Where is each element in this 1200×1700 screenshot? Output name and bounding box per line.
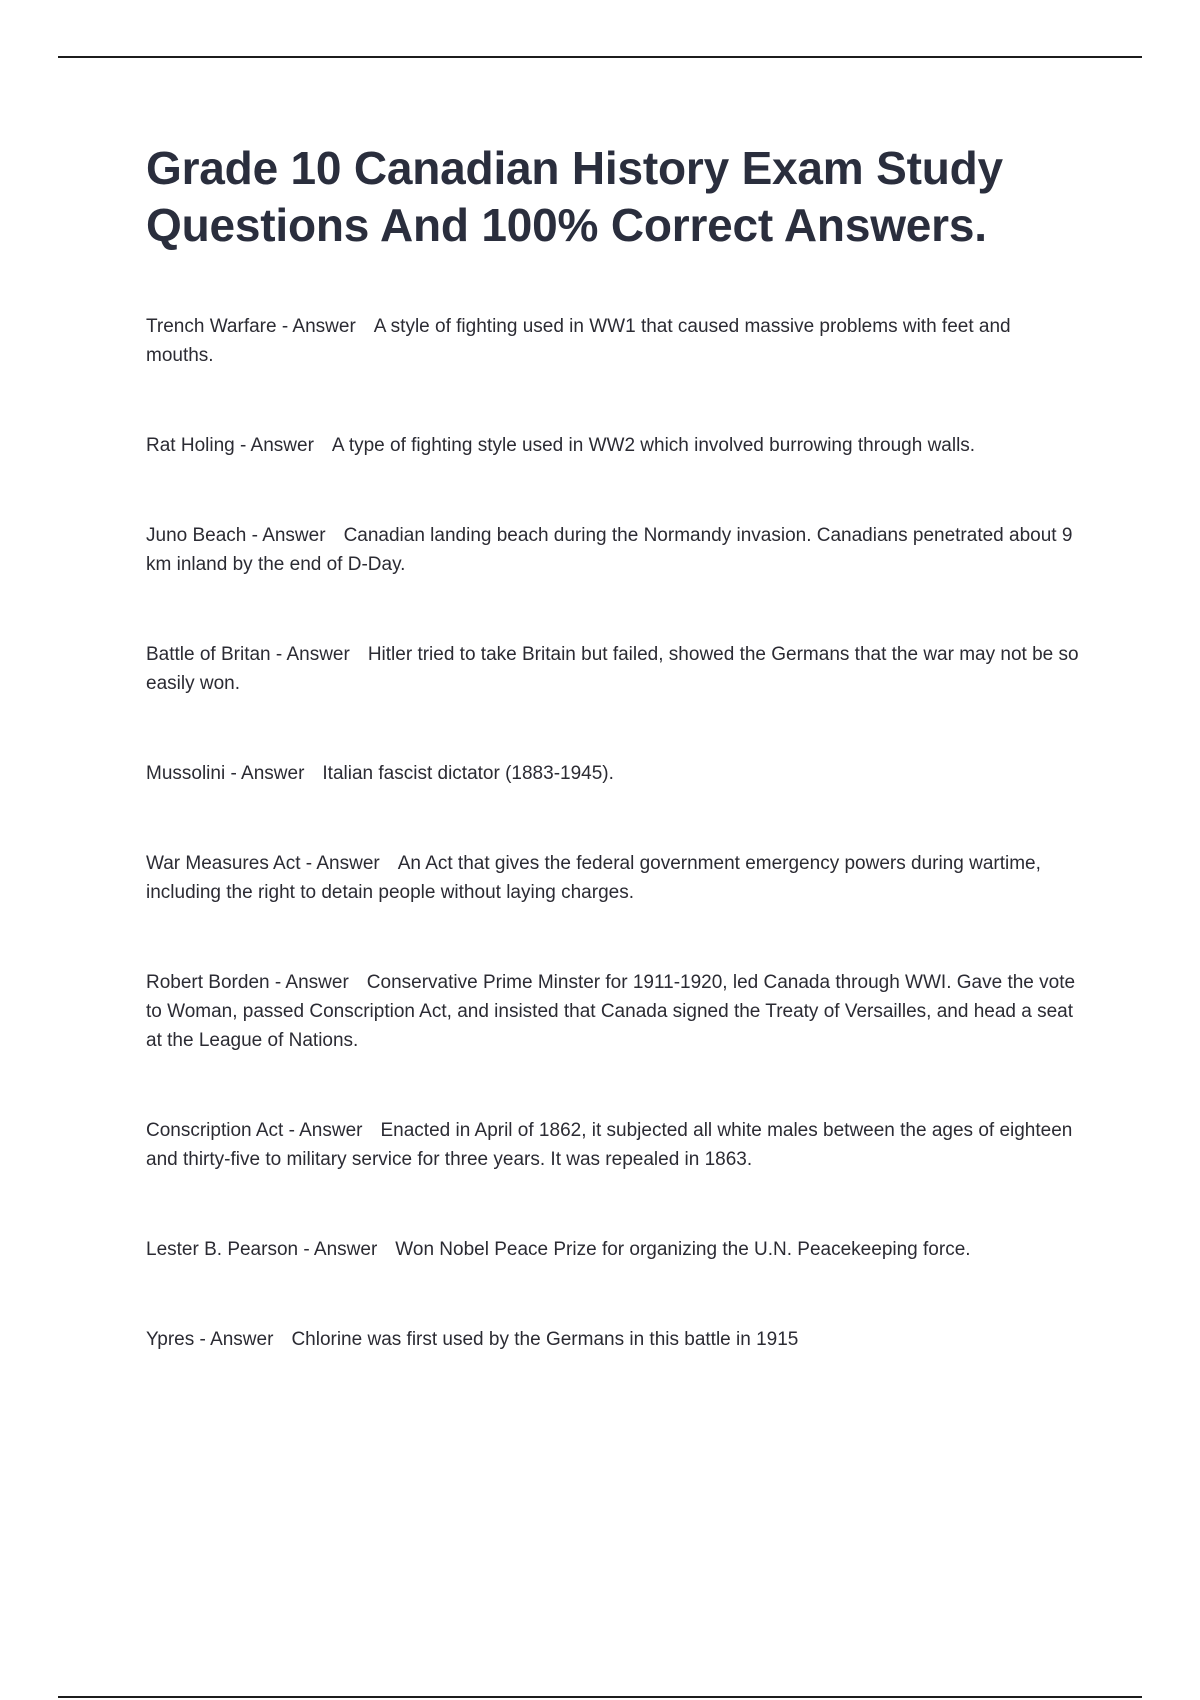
qa-term: Battle of Britan [146,644,271,665]
qa-answer: Chlorine was first used by the Germans in this battle in 1915 [291,1329,799,1350]
qa-separator: - Answer [225,763,305,784]
qa-separator: - Answer [269,972,349,993]
qa-separator: - Answer [276,316,356,337]
qa-item [146,312,1081,370]
qa-item [146,431,1081,460]
qa-item [146,1325,1081,1354]
qa-term: Trench Warfare [146,316,277,337]
qa-item [146,759,1081,788]
qa-separator: - Answer [246,525,326,546]
document-title: Grade 10 Canadian History Exam Study Questions And 100% Correct Answers. [146,142,1003,251]
qa-term: Lester B. Pearson [146,1239,299,1260]
qa-answer: Won Nobel Peace Prize for organizing the U.N. Peacekeeping force. [395,1239,971,1260]
qa-item [146,849,1081,907]
qa-answer: A style of fighting used in WW1 that caused massive problems with feet and mouths. [146,316,1011,366]
document-body [146,140,1081,1415]
qa-term: Ypres [146,1329,195,1350]
qa-answer: An Act that gives the federal government emergency powers during wartime, including the right to detain people without laying charges. [146,853,1041,903]
top-rule [58,56,1142,58]
qa-answer: A type of fighting style used in WW2 which involved burrowing through walls. [331,435,976,456]
qa-item [146,1235,1081,1264]
qa-separator: - Answer [194,1329,274,1350]
qa-term: Juno Beach [146,525,247,546]
qa-item [146,968,1081,1055]
bottom-rule [58,1696,1142,1698]
qa-answer: Enacted in April of 1862, it subjected all white males between the ages of eighteen and thirty-five to military service for three years. It was repealed in 1863. [146,1120,1073,1170]
qa-answer: Hitler tried to take Britain but failed, showed the Germans that the war may not be so easily won. [146,644,1079,694]
qa-term: Mussolini [146,763,226,784]
qa-separator: - Answer [234,435,314,456]
qa-separator: - Answer [270,644,350,665]
qa-item [146,1116,1081,1174]
qa-answer: Canadian landing beach during the Normandy invasion. Canadians penetrated about 9 km inland by the end of D-Day. [146,525,1073,575]
qa-separator: - Answer [300,853,380,874]
qa-separator: - Answer [283,1120,363,1141]
qa-term: War Measures Act [146,853,301,874]
qa-item [146,521,1081,579]
qa-term: Conscription Act [146,1120,284,1141]
qa-answer: Conservative Prime Minster for 1911-1920, led Canada through WWI. Gave the vote to Woman, passed Conscription Act, and insisted that Canada signed the Treaty of Versailles, and head a seat at the League of Nations. [146,972,1076,1051]
qa-answer: Italian fascist dictator (1883-1945). [322,763,614,784]
qa-term: Robert Borden [146,972,270,993]
qa-item [146,640,1081,698]
qa-separator: - Answer [298,1239,378,1260]
qa-term: Rat Holing [146,435,235,456]
qa-list [146,312,1081,1354]
